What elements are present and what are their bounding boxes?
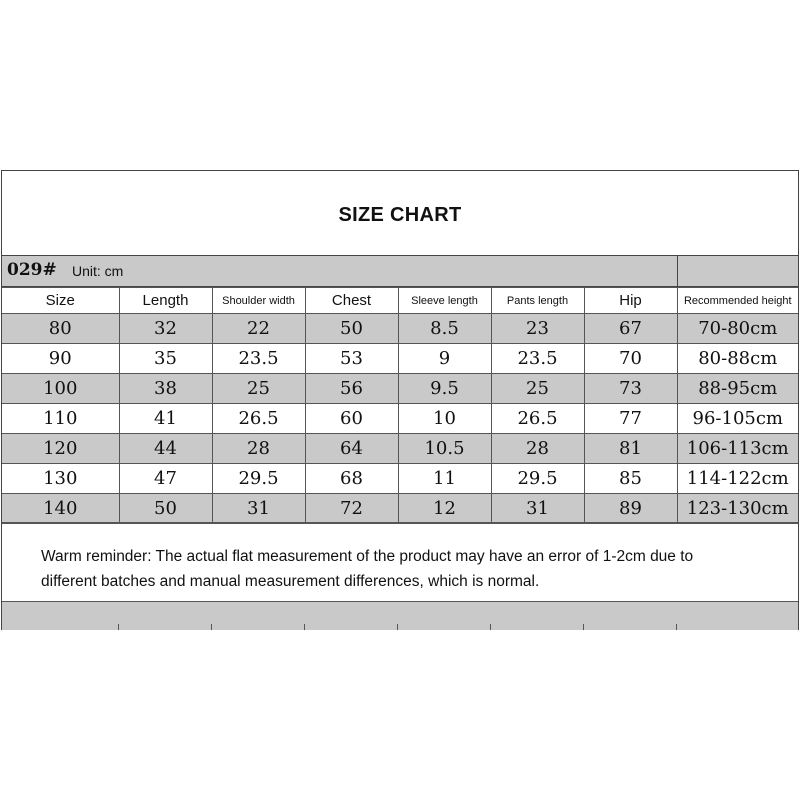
table-cell: 31 — [212, 494, 305, 524]
table-cell: 68 — [305, 464, 398, 494]
column-header-hip: Hip — [584, 288, 677, 314]
table-row — [2, 314, 798, 344]
column-header-shoulder-width: Shoulder width — [212, 288, 305, 314]
table-cell: 56 — [305, 374, 398, 404]
table-cell: 90 — [2, 344, 119, 374]
model-code-row — [2, 256, 798, 287]
column-header-size: Size — [2, 288, 119, 314]
table-cell: 70 — [584, 344, 677, 374]
table-cell: 31 — [491, 494, 584, 524]
size-table — [2, 287, 798, 524]
table-cell: 72 — [305, 494, 398, 524]
table-cell: 120 — [2, 434, 119, 464]
table-cell: 96-105cm — [677, 404, 798, 434]
table-cell: 140 — [2, 494, 119, 524]
table-row — [2, 494, 798, 524]
note-line-1: Warm reminder: The actual flat measurement of the product may have an error of 1-2cm due to — [41, 548, 694, 565]
table-cell: 28 — [212, 434, 305, 464]
model-code: 029# — [7, 260, 57, 280]
column-header-pants-length: Pants length — [491, 288, 584, 314]
footer-tick — [676, 624, 677, 630]
footer-column-ticks — [2, 624, 798, 630]
table-cell: 8.5 — [398, 314, 491, 344]
footer-tick — [583, 624, 584, 630]
table-cell: 9 — [398, 344, 491, 374]
table-row — [2, 344, 798, 374]
table-row — [2, 374, 798, 404]
table-cell: 106-113cm — [677, 434, 798, 464]
table-cell: 41 — [119, 404, 212, 434]
footer-tick — [118, 624, 119, 630]
table-cell: 23.5 — [491, 344, 584, 374]
table-row — [2, 434, 798, 464]
table-row — [2, 404, 798, 434]
table-cell: 73 — [584, 374, 677, 404]
table-cell: 9.5 — [398, 374, 491, 404]
table-cell: 81 — [584, 434, 677, 464]
column-header-recommended-height: Recommended height — [677, 288, 798, 314]
table-cell: 123-130cm — [677, 494, 798, 524]
table-cell: 50 — [305, 314, 398, 344]
table-cell: 12 — [398, 494, 491, 524]
table-cell: 26.5 — [212, 404, 305, 434]
table-cell: 53 — [305, 344, 398, 374]
table-cell: 89 — [584, 494, 677, 524]
table-cell: 77 — [584, 404, 677, 434]
table-cell: 29.5 — [212, 464, 305, 494]
table-cell: 22 — [212, 314, 305, 344]
column-header-sleeve-length: Sleeve length — [398, 288, 491, 314]
size-chart — [1, 170, 799, 630]
table-cell: 60 — [305, 404, 398, 434]
table-cell: 29.5 — [491, 464, 584, 494]
column-header-chest: Chest — [305, 288, 398, 314]
column-header-length: Length — [119, 288, 212, 314]
table-cell: 80 — [2, 314, 119, 344]
table-cell: 23.5 — [212, 344, 305, 374]
table-cell: 47 — [119, 464, 212, 494]
title-band — [2, 171, 798, 256]
table-cell: 130 — [2, 464, 119, 494]
table-cell: 10 — [398, 404, 491, 434]
table-cell: 100 — [2, 374, 119, 404]
table-cell: 26.5 — [491, 404, 584, 434]
warm-reminder-note — [2, 522, 798, 602]
footer-tick — [490, 624, 491, 630]
note-line-2: different batches and manual measurement differences, which is normal. — [41, 573, 540, 590]
header-row — [2, 288, 798, 314]
table-cell: 80-88cm — [677, 344, 798, 374]
chart-title: SIZE CHART — [338, 203, 462, 226]
footer-tick — [211, 624, 212, 630]
table-cell: 25 — [491, 374, 584, 404]
table-cell: 64 — [305, 434, 398, 464]
footer-tick — [304, 624, 305, 630]
unit-label: Unit: cm — [72, 263, 124, 279]
footer-tick — [397, 624, 398, 630]
table-cell: 44 — [119, 434, 212, 464]
table-cell: 70-80cm — [677, 314, 798, 344]
table-cell: 38 — [119, 374, 212, 404]
table-cell: 23 — [491, 314, 584, 344]
table-row — [2, 464, 798, 494]
table-cell: 32 — [119, 314, 212, 344]
table-cell: 35 — [119, 344, 212, 374]
code-row-divider — [677, 256, 678, 286]
table-cell: 10.5 — [398, 434, 491, 464]
table-cell: 50 — [119, 494, 212, 524]
table-cell: 11 — [398, 464, 491, 494]
table-cell: 67 — [584, 314, 677, 344]
table-cell: 85 — [584, 464, 677, 494]
table-cell: 25 — [212, 374, 305, 404]
table-cell: 28 — [491, 434, 584, 464]
table-cell: 110 — [2, 404, 119, 434]
table-cell: 114-122cm — [677, 464, 798, 494]
table-cell: 88-95cm — [677, 374, 798, 404]
